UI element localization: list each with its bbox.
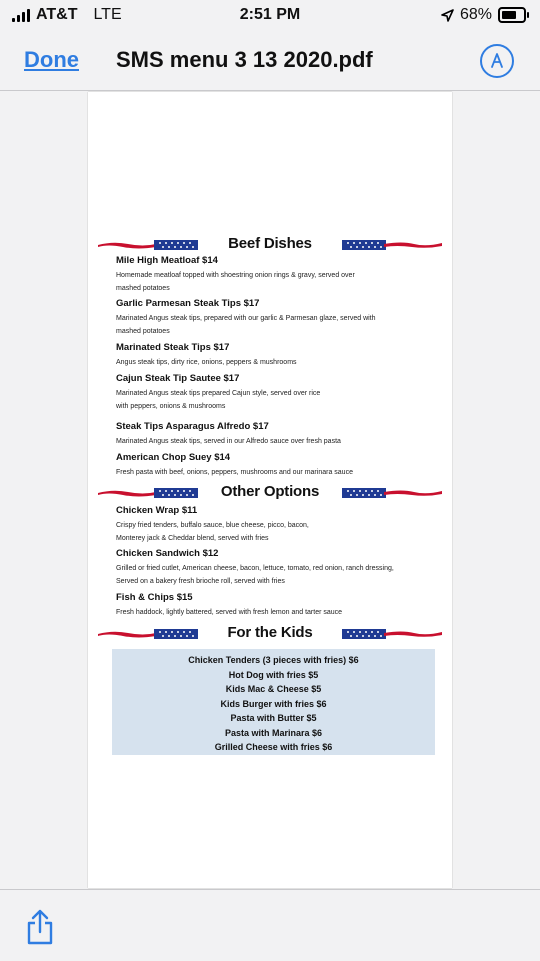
desc-line: mashed potatoes bbox=[116, 328, 170, 335]
menu-item-desc bbox=[116, 519, 426, 545]
section-title-kids: For the Kids bbox=[227, 624, 313, 641]
nav-bar bbox=[0, 32, 540, 91]
menu-item bbox=[116, 452, 426, 479]
menu-item-desc bbox=[116, 312, 426, 338]
section-header-beef bbox=[98, 235, 442, 255]
share-icon bbox=[24, 908, 56, 946]
menu-item-name: Steak Tips Asparagus Alfredo $17 bbox=[116, 421, 269, 432]
desc-line: Marinated Angus steak tips prepared Cajun style, served over rice bbox=[116, 390, 321, 397]
section-title-other: Other Options bbox=[220, 483, 320, 500]
desc-line: Fresh haddock, lightly battered, served with fresh lemon and tarter sauce bbox=[116, 609, 343, 616]
status-bar bbox=[0, 0, 540, 32]
markup-pen-icon bbox=[488, 52, 506, 70]
menu-item bbox=[116, 373, 426, 413]
desc-line: Served on a bakery fresh brioche roll, served with fries bbox=[116, 578, 285, 585]
section-header-other bbox=[98, 483, 442, 503]
section-header-kids bbox=[98, 624, 442, 644]
menu-item-name: Marinated Steak Tips $17 bbox=[116, 342, 230, 353]
desc-line: Homemade meatloaf topped with shoestring onion rings & gravy, served over bbox=[116, 272, 355, 279]
menu-item-desc bbox=[116, 387, 426, 413]
battery-fill bbox=[502, 11, 516, 19]
menu-item bbox=[116, 298, 426, 338]
desc-line: Crispy fried tenders, buffalo sauce, blue cheese, picco, bacon, bbox=[116, 522, 309, 529]
status-time: 2:51 PM bbox=[239, 6, 301, 23]
desc-line: Marinated Angus steak tips, served in our Alfredo sauce over fresh pasta bbox=[116, 438, 341, 445]
carrier-label: AT&T bbox=[36, 6, 78, 23]
flag-banner-icon bbox=[342, 487, 442, 499]
menu-item bbox=[116, 255, 426, 295]
menu-item bbox=[116, 592, 426, 619]
location-arrow-icon bbox=[441, 9, 454, 22]
kids-menu-item: Grilled Cheese with fries $6 bbox=[214, 742, 333, 752]
status-right bbox=[441, 6, 526, 24]
menu-item-name: Fish & Chips $15 bbox=[116, 592, 193, 603]
kids-menu-list bbox=[112, 649, 435, 755]
menu-item bbox=[116, 421, 426, 448]
menu-item-name: American Chop Suey $14 bbox=[116, 452, 231, 463]
menu-item-desc bbox=[116, 269, 426, 295]
menu-item bbox=[116, 505, 426, 545]
section-title-beef: Beef Dishes bbox=[228, 235, 312, 252]
menu-item-name: Chicken Wrap $11 bbox=[116, 505, 198, 516]
kids-menu-box bbox=[112, 649, 435, 755]
kids-menu-item: Pasta with Butter $5 bbox=[230, 713, 317, 723]
menu-item-desc bbox=[116, 356, 426, 369]
network-label: LTE bbox=[93, 6, 122, 23]
pdf-page[interactable] bbox=[88, 92, 452, 888]
menu-item-desc bbox=[116, 606, 426, 619]
desc-line: Fresh pasta with beef, onions, peppers, mushrooms and our marinara sauce bbox=[116, 469, 353, 476]
menu-item bbox=[116, 342, 426, 369]
battery-percent: 68% bbox=[459, 6, 492, 23]
menu-item-desc bbox=[116, 466, 426, 479]
menu-item-desc bbox=[116, 435, 426, 448]
battery-icon bbox=[498, 7, 526, 23]
share-button[interactable] bbox=[24, 908, 56, 946]
kids-menu-item: Chicken Tenders (3 pieces with fries) $6 bbox=[188, 655, 359, 665]
markup-button[interactable] bbox=[480, 44, 514, 78]
kids-menu-item: Pasta with Marinara $6 bbox=[224, 727, 323, 738]
menu-item bbox=[116, 548, 426, 588]
done-button[interactable]: Done bbox=[24, 47, 79, 72]
menu-item-name: Cajun Steak Tip Sautee $17 bbox=[116, 373, 240, 384]
desc-line: with peppers, onions & mushrooms bbox=[116, 403, 226, 410]
desc-line: mashed potatoes bbox=[116, 285, 170, 292]
flag-banner-icon bbox=[342, 239, 442, 251]
menu-item-name: Garlic Parmesan Steak Tips $17 bbox=[116, 298, 260, 309]
menu-item-name: Mile High Meatloaf $14 bbox=[116, 255, 218, 266]
desc-line: Angus steak tips, dirty rice, onions, peppers & mushrooms bbox=[116, 359, 297, 366]
menu-item-name: Chicken Sandwich $12 bbox=[116, 548, 219, 559]
document-title: SMS menu 3 13 2020.pdf bbox=[116, 47, 373, 72]
kids-menu-item: Kids Burger with fries $6 bbox=[220, 698, 327, 709]
kids-menu-item: Hot Dog with fries $5 bbox=[228, 669, 319, 680]
menu-item-desc bbox=[116, 562, 426, 588]
desc-line: Monterey jack & Cheddar blend, served with fries bbox=[116, 535, 269, 542]
desc-line: Grilled or fried cutlet, American cheese, bacon, lettuce, tomato, red onion, ranch dressing, bbox=[116, 565, 394, 572]
bottom-toolbar bbox=[0, 889, 540, 961]
desc-line: Marinated Angus steak tips, prepared with our garlic & Parmesan glaze, served with bbox=[116, 315, 376, 322]
flag-banner-icon bbox=[342, 628, 442, 640]
kids-menu-item: Kids Mac & Cheese $5 bbox=[225, 684, 322, 694]
